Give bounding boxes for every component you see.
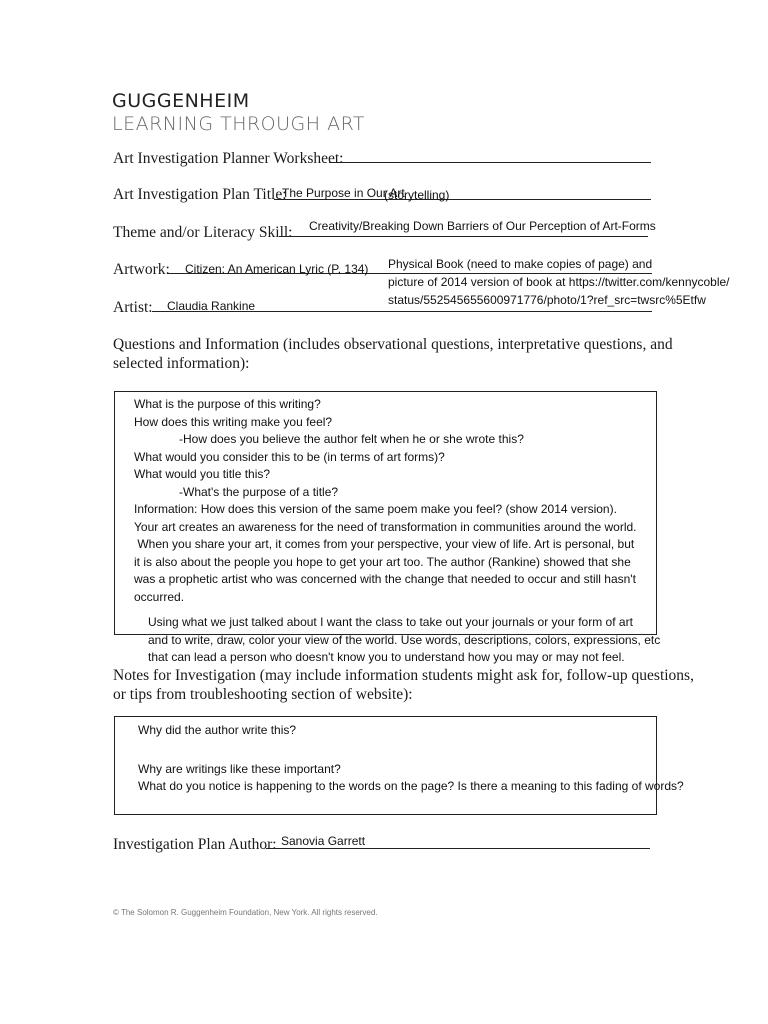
author-field[interactable]: [266, 848, 650, 849]
notes-heading-line: or tips from troubleshooting section of website):: [113, 686, 413, 703]
brand-subtitle: LEARNING THROUGH ART: [112, 113, 366, 135]
question-line: it is also about the people you hope to get your art too. The author (Rankine) showed that she: [134, 554, 631, 569]
questions-heading-line: Questions and Information (includes observational questions, interpretative questions, and: [113, 336, 673, 353]
plan-title-value: The Purpose in Our Art: [282, 186, 405, 200]
question-line: -How does you believe the author felt when he or she wrote this?: [179, 432, 524, 446]
artwork-note-line: status/552545655600971776/photo/1?ref_src=twsrc%5Etfw: [388, 293, 706, 307]
question-line: What would you title this?: [134, 467, 271, 481]
theme-value: Creativity/Breaking Down Barriers of Our Perception of Art-Forms: [309, 219, 656, 233]
plan-title-extra: (storytelling): [384, 188, 450, 202]
questions-heading-line: selected information):: [113, 355, 250, 372]
author-value: Sanovia Garrett: [281, 834, 366, 848]
theme-label: Theme and/or Literacy Skill:: [113, 224, 293, 241]
note-line: Why are writings like these important?: [138, 762, 341, 776]
note-line: What do you notice is happening to the words on the page? Is there a meaning to this fading of words?: [138, 779, 684, 793]
question-line: When you share your art, it comes from your perspective, your view of life. Art is personal, but: [134, 537, 635, 551]
question-line: was a prophetic artist who was concerned with the change that needed to occur and still hasn't: [134, 572, 636, 586]
question-line: What would you consider this to be (in terms of art forms)?: [134, 449, 445, 464]
question-line: occurred.: [134, 589, 185, 604]
worksheet-field[interactable]: [329, 162, 651, 163]
artwork-note-line: picture of 2014 version of book at https://twitter.com/kennycoble/: [388, 275, 730, 289]
question-line: Your art creates an awareness for the need of transformation in communities around the world.: [134, 519, 637, 534]
artwork-value: Citizen: An American Lyric (P. 134): [185, 262, 369, 276]
worksheet-label: Art Investigation Planner Worksheet:: [113, 150, 344, 167]
plan-title-label: Art Investigation Plan Title:: [113, 186, 287, 203]
question-line: What is the purpose of this writing?: [134, 397, 321, 411]
question-line: -What's the purpose of a title?: [179, 484, 339, 499]
activity-paragraph-line: Using what we just talked about I want the class to take out your journals or your form of art: [148, 615, 633, 629]
theme-field[interactable]: [279, 236, 648, 237]
brand-title: GUGGENHEIM: [112, 90, 250, 112]
artwork-label: Artwork:: [113, 261, 170, 278]
copyright-footer: © The Solomon R. Guggenheim Foundation, New York. All rights reserved.: [113, 908, 378, 917]
artist-label: Artist:: [113, 299, 153, 316]
question-line: How does this writing make you feel?: [134, 414, 333, 429]
author-label: Investigation Plan Author:: [113, 836, 277, 853]
artwork-note-line: Physical Book (need to make copies of page) and: [388, 257, 653, 271]
activity-paragraph-line: and to write, draw, color your view of the world. Use words, descriptions, colors, expressions, etc: [148, 632, 661, 647]
question-line: Information: How does this version of the same poem make you feel? (show 2014 version).: [134, 502, 617, 516]
notes-heading-line: Notes for Investigation (may include information students might ask for, follow-up questions,: [113, 667, 694, 684]
activity-paragraph-line: that can lead a person who doesn't know you to understand how you may or may not feel.: [148, 650, 625, 664]
note-line: Why did the author write this?: [138, 723, 297, 737]
artist-value: Claudia Rankine: [167, 299, 256, 313]
